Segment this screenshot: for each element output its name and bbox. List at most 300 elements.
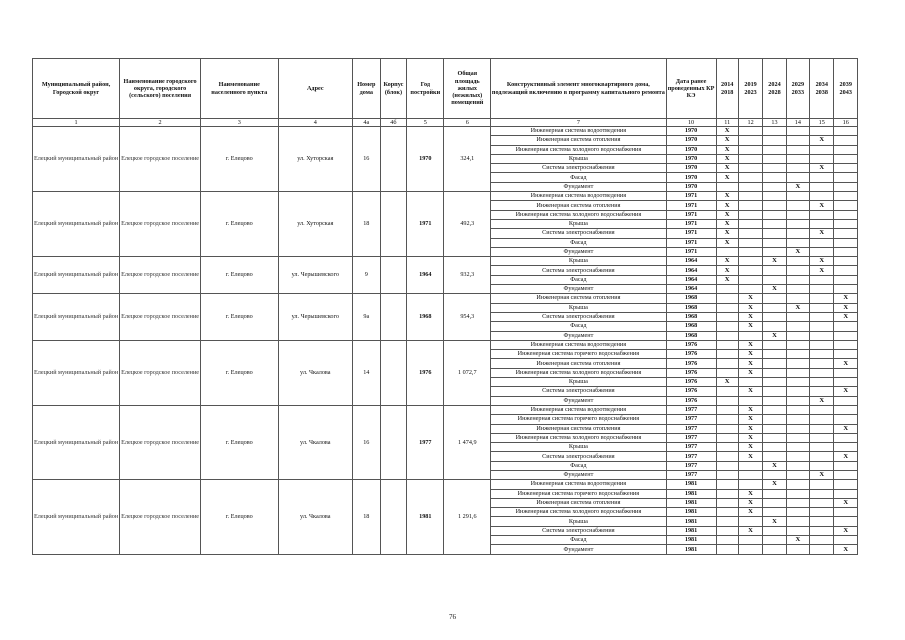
- house-number-cell: 9: [352, 257, 380, 294]
- settlement-cell: Елецкое городское поселение: [120, 405, 201, 479]
- prior-repair-date-cell: 1968: [666, 331, 716, 340]
- period-mark-cell: [834, 238, 858, 247]
- prior-repair-date-cell: 1971: [666, 247, 716, 256]
- header-period-3: 2024 2028: [763, 59, 786, 119]
- street-cell: ул. Чкалова: [278, 480, 352, 554]
- period-mark-cell: X: [716, 266, 738, 275]
- period-mark-cell: X: [810, 136, 834, 145]
- element-name-cell: Инженерная система отопления: [491, 201, 666, 210]
- period-mark-cell: [786, 145, 809, 154]
- prior-repair-date-cell: 1981: [666, 536, 716, 545]
- header-prior-repair-date: Дата ранее проведенных КР КЭ: [666, 59, 716, 119]
- period-mark-cell: [834, 517, 858, 526]
- locality-cell: г. Елецово: [200, 480, 278, 554]
- period-mark-cell: [716, 517, 738, 526]
- prior-repair-date-cell: 1976: [666, 387, 716, 396]
- area-cell: 932,3: [444, 257, 491, 294]
- period-mark-cell: [716, 303, 738, 312]
- area-cell: 324,1: [444, 127, 491, 192]
- period-mark-cell: [786, 201, 809, 210]
- period-mark-cell: [738, 470, 762, 479]
- prior-repair-date-cell: 1981: [666, 545, 716, 554]
- block-cell: [380, 257, 407, 294]
- period-mark-cell: [763, 424, 786, 433]
- element-name-cell: Фасад: [491, 461, 666, 470]
- period-mark-cell: [763, 229, 786, 238]
- period-mark-cell: [738, 154, 762, 163]
- period-mark-cell: [786, 433, 809, 442]
- period-mark-cell: [786, 517, 809, 526]
- period-mark-cell: [716, 433, 738, 442]
- period-mark-cell: [786, 285, 809, 294]
- period-mark-cell: [810, 461, 834, 470]
- period-mark-cell: X: [738, 387, 762, 396]
- period-mark-cell: [716, 331, 738, 340]
- column-number-row: [33, 119, 858, 127]
- prior-repair-date-cell: 1968: [666, 303, 716, 312]
- period-mark-cell: [763, 312, 786, 321]
- area-cell: 1 291,6: [444, 480, 491, 554]
- block-cell: [380, 480, 407, 554]
- element-name-cell: Фасад: [491, 322, 666, 331]
- period-mark-cell: [810, 405, 834, 414]
- header-area: Общая площадь жилых (нежилых) помещений: [444, 59, 491, 119]
- prior-repair-date-cell: 1977: [666, 415, 716, 424]
- period-mark-cell: [786, 387, 809, 396]
- period-mark-cell: X: [810, 164, 834, 173]
- period-mark-cell: [786, 229, 809, 238]
- element-name-cell: Фасад: [491, 275, 666, 284]
- period-mark-cell: [786, 368, 809, 377]
- period-mark-cell: X: [716, 145, 738, 154]
- period-mark-cell: [810, 173, 834, 182]
- prior-repair-date-cell: 1977: [666, 443, 716, 452]
- period-mark-cell: [810, 182, 834, 191]
- period-mark-cell: [786, 415, 809, 424]
- period-mark-cell: [834, 127, 858, 136]
- period-mark-cell: [786, 545, 809, 554]
- period-mark-cell: X: [716, 238, 738, 247]
- column-number: 5: [407, 119, 444, 127]
- period-mark-cell: [716, 405, 738, 414]
- table-row: [33, 127, 858, 136]
- period-mark-cell: [786, 164, 809, 173]
- prior-repair-date-cell: 1970: [666, 182, 716, 191]
- period-mark-cell: [834, 470, 858, 479]
- header-address: Адрес: [278, 59, 352, 119]
- period-mark-cell: X: [810, 201, 834, 210]
- period-mark-cell: [786, 396, 809, 405]
- period-mark-cell: X: [834, 312, 858, 321]
- district-cell: Елецкий муниципальный район: [33, 257, 120, 294]
- period-mark-cell: X: [810, 396, 834, 405]
- period-mark-cell: [786, 350, 809, 359]
- element-name-cell: Фасад: [491, 173, 666, 182]
- period-mark-cell: [763, 173, 786, 182]
- prior-repair-date-cell: 1977: [666, 433, 716, 442]
- period-mark-cell: [763, 498, 786, 507]
- period-mark-cell: [716, 294, 738, 303]
- year-cell: 1981: [407, 480, 444, 554]
- area-cell: 1 474,9: [444, 405, 491, 479]
- period-mark-cell: [834, 536, 858, 545]
- element-name-cell: Инженерная система отопления: [491, 359, 666, 368]
- period-mark-cell: [763, 415, 786, 424]
- prior-repair-date-cell: 1970: [666, 127, 716, 136]
- period-mark-cell: [786, 219, 809, 228]
- locality-cell: г. Елецово: [200, 192, 278, 257]
- period-mark-cell: [810, 359, 834, 368]
- period-mark-cell: [716, 480, 738, 489]
- period-mark-cell: [810, 498, 834, 507]
- period-mark-cell: [834, 480, 858, 489]
- period-mark-cell: [786, 173, 809, 182]
- prior-repair-date-cell: 1970: [666, 136, 716, 145]
- period-mark-cell: [810, 322, 834, 331]
- element-name-cell: Крыша: [491, 378, 666, 387]
- period-mark-cell: [786, 461, 809, 470]
- period-mark-cell: X: [763, 285, 786, 294]
- period-mark-cell: [810, 303, 834, 312]
- year-cell: 1968: [407, 294, 444, 340]
- element-name-cell: Система электроснабжения: [491, 229, 666, 238]
- header-block: Корпус (блок): [380, 59, 407, 119]
- period-mark-cell: X: [716, 127, 738, 136]
- prior-repair-date-cell: 1968: [666, 322, 716, 331]
- period-mark-cell: [763, 192, 786, 201]
- period-mark-cell: [763, 275, 786, 284]
- period-mark-cell: [810, 350, 834, 359]
- element-name-cell: Система электроснабжения: [491, 387, 666, 396]
- period-mark-cell: [763, 127, 786, 136]
- period-mark-cell: [763, 387, 786, 396]
- period-mark-cell: X: [810, 470, 834, 479]
- period-mark-cell: [834, 173, 858, 182]
- period-mark-cell: [834, 433, 858, 442]
- settlement-cell: Елецкое городское поселение: [120, 192, 201, 257]
- period-mark-cell: [834, 247, 858, 256]
- period-mark-cell: [716, 340, 738, 349]
- prior-repair-date-cell: 1977: [666, 470, 716, 479]
- house-number-cell: 9а: [352, 294, 380, 340]
- period-mark-cell: [786, 443, 809, 452]
- period-mark-cell: X: [738, 359, 762, 368]
- period-mark-cell: [716, 359, 738, 368]
- table-body: [33, 127, 858, 555]
- period-mark-cell: [786, 452, 809, 461]
- column-number: 15: [810, 119, 834, 127]
- element-name-cell: Инженерная система отопления: [491, 498, 666, 507]
- period-mark-cell: [834, 229, 858, 238]
- element-name-cell: Фундамент: [491, 182, 666, 191]
- header-period-4: 2029 2033: [786, 59, 809, 119]
- period-mark-cell: X: [738, 312, 762, 321]
- header-row: [33, 59, 858, 119]
- element-name-cell: Инженерная система горячего водоснабжения: [491, 350, 666, 359]
- period-mark-cell: [763, 470, 786, 479]
- period-mark-cell: [738, 145, 762, 154]
- period-mark-cell: [834, 322, 858, 331]
- element-name-cell: Инженерная система холодного водоснабжения: [491, 145, 666, 154]
- period-mark-cell: X: [810, 229, 834, 238]
- period-mark-cell: [763, 340, 786, 349]
- table-row: [33, 192, 858, 201]
- prior-repair-date-cell: 1971: [666, 238, 716, 247]
- period-mark-cell: [763, 350, 786, 359]
- period-mark-cell: [716, 461, 738, 470]
- element-name-cell: Крыша: [491, 154, 666, 163]
- period-mark-cell: [834, 331, 858, 340]
- period-mark-cell: [834, 154, 858, 163]
- element-name-cell: Система электроснабжения: [491, 526, 666, 535]
- period-mark-cell: [763, 405, 786, 414]
- element-name-cell: Фундамент: [491, 545, 666, 554]
- element-name-cell: Фундамент: [491, 396, 666, 405]
- element-name-cell: Инженерная система холодного водоснабжения: [491, 368, 666, 377]
- period-mark-cell: [786, 331, 809, 340]
- period-mark-cell: X: [834, 303, 858, 312]
- street-cell: ул. Хуторская: [278, 192, 352, 257]
- block-cell: [380, 405, 407, 479]
- capital-repair-table: [32, 58, 858, 555]
- element-name-cell: Инженерная система холодного водоснабжения: [491, 508, 666, 517]
- period-mark-cell: [738, 396, 762, 405]
- period-mark-cell: X: [716, 136, 738, 145]
- prior-repair-date-cell: 1968: [666, 294, 716, 303]
- block-cell: [380, 294, 407, 340]
- element-name-cell: Инженерная система отопления: [491, 424, 666, 433]
- period-mark-cell: [738, 536, 762, 545]
- period-mark-cell: [834, 340, 858, 349]
- period-mark-cell: [834, 219, 858, 228]
- period-mark-cell: [738, 238, 762, 247]
- period-mark-cell: [763, 145, 786, 154]
- column-number: 14: [786, 119, 809, 127]
- period-mark-cell: [763, 545, 786, 554]
- header-district: Муниципальный район, Городской округ: [33, 59, 120, 119]
- period-mark-cell: [716, 443, 738, 452]
- period-mark-cell: [716, 489, 738, 498]
- period-mark-cell: [810, 545, 834, 554]
- period-mark-cell: X: [738, 340, 762, 349]
- prior-repair-date-cell: 1971: [666, 219, 716, 228]
- period-mark-cell: [763, 443, 786, 452]
- period-mark-cell: X: [716, 164, 738, 173]
- element-name-cell: Крыша: [491, 303, 666, 312]
- district-cell: Елецкий муниципальный район: [33, 294, 120, 340]
- period-mark-cell: [786, 266, 809, 275]
- period-mark-cell: [716, 526, 738, 535]
- period-mark-cell: X: [738, 368, 762, 377]
- prior-repair-date-cell: 1981: [666, 517, 716, 526]
- period-mark-cell: [834, 182, 858, 191]
- period-mark-cell: [786, 192, 809, 201]
- period-mark-cell: [834, 489, 858, 498]
- element-name-cell: Инженерная система водоотведения: [491, 340, 666, 349]
- column-number: 11: [716, 119, 738, 127]
- period-mark-cell: X: [738, 433, 762, 442]
- column-number: 4: [278, 119, 352, 127]
- period-mark-cell: [763, 322, 786, 331]
- period-mark-cell: [738, 247, 762, 256]
- prior-repair-date-cell: 1971: [666, 192, 716, 201]
- table-row: [33, 294, 858, 303]
- period-mark-cell: [786, 480, 809, 489]
- period-mark-cell: [810, 331, 834, 340]
- period-mark-cell: [738, 201, 762, 210]
- street-cell: ул. Черышевского: [278, 257, 352, 294]
- period-mark-cell: [738, 257, 762, 266]
- header-period-1: 2014 2018: [716, 59, 738, 119]
- period-mark-cell: [738, 275, 762, 284]
- period-mark-cell: X: [738, 452, 762, 461]
- element-name-cell: Инженерная система отопления: [491, 294, 666, 303]
- period-mark-cell: [834, 164, 858, 173]
- period-mark-cell: [716, 545, 738, 554]
- year-cell: 1971: [407, 192, 444, 257]
- column-number: 6: [444, 119, 491, 127]
- prior-repair-date-cell: 1971: [666, 201, 716, 210]
- prior-repair-date-cell: 1981: [666, 526, 716, 535]
- house-number-cell: 18: [352, 480, 380, 554]
- period-mark-cell: [716, 350, 738, 359]
- period-mark-cell: X: [738, 443, 762, 452]
- period-mark-cell: [716, 415, 738, 424]
- period-mark-cell: [810, 368, 834, 377]
- period-mark-cell: X: [834, 359, 858, 368]
- period-mark-cell: [738, 331, 762, 340]
- period-mark-cell: X: [716, 201, 738, 210]
- period-mark-cell: [786, 210, 809, 219]
- period-mark-cell: [786, 526, 809, 535]
- period-mark-cell: [763, 266, 786, 275]
- period-mark-cell: [834, 145, 858, 154]
- period-mark-cell: [763, 154, 786, 163]
- period-mark-cell: X: [763, 257, 786, 266]
- period-mark-cell: X: [834, 387, 858, 396]
- period-mark-cell: X: [786, 182, 809, 191]
- column-number: 7: [491, 119, 666, 127]
- period-mark-cell: [763, 303, 786, 312]
- settlement-cell: Елецкое городское поселение: [120, 294, 201, 340]
- period-mark-cell: [834, 415, 858, 424]
- period-mark-cell: [786, 340, 809, 349]
- prior-repair-date-cell: 1977: [666, 461, 716, 470]
- period-mark-cell: [810, 415, 834, 424]
- period-mark-cell: X: [763, 331, 786, 340]
- period-mark-cell: [763, 294, 786, 303]
- period-mark-cell: [716, 368, 738, 377]
- period-mark-cell: X: [738, 303, 762, 312]
- period-mark-cell: [763, 368, 786, 377]
- period-mark-cell: [786, 154, 809, 163]
- prior-repair-date-cell: 1976: [666, 368, 716, 377]
- period-mark-cell: X: [738, 508, 762, 517]
- column-number: 3: [200, 119, 278, 127]
- period-mark-cell: X: [716, 229, 738, 238]
- area-cell: 1 072,7: [444, 340, 491, 405]
- prior-repair-date-cell: 1981: [666, 480, 716, 489]
- period-mark-cell: X: [810, 266, 834, 275]
- district-cell: Елецкий муниципальный район: [33, 480, 120, 554]
- period-mark-cell: [786, 312, 809, 321]
- element-name-cell: Фасад: [491, 536, 666, 545]
- period-mark-cell: X: [738, 498, 762, 507]
- year-cell: 1970: [407, 127, 444, 192]
- header-period-2: 2019 2023: [738, 59, 762, 119]
- period-mark-cell: X: [834, 545, 858, 554]
- period-mark-cell: X: [716, 219, 738, 228]
- column-number: 4б: [380, 119, 407, 127]
- period-mark-cell: [763, 359, 786, 368]
- period-mark-cell: [738, 266, 762, 275]
- period-mark-cell: X: [738, 526, 762, 535]
- area-cell: 492,3: [444, 192, 491, 257]
- period-mark-cell: [834, 378, 858, 387]
- prior-repair-date-cell: 1976: [666, 378, 716, 387]
- period-mark-cell: [716, 396, 738, 405]
- period-mark-cell: X: [834, 498, 858, 507]
- period-mark-cell: X: [834, 452, 858, 461]
- column-number: 12: [738, 119, 762, 127]
- prior-repair-date-cell: 1976: [666, 396, 716, 405]
- period-mark-cell: [786, 508, 809, 517]
- period-mark-cell: [810, 192, 834, 201]
- period-mark-cell: [786, 136, 809, 145]
- period-mark-cell: [810, 127, 834, 136]
- year-cell: 1977: [407, 405, 444, 479]
- district-cell: Елецкий муниципальный район: [33, 340, 120, 405]
- period-mark-cell: [786, 257, 809, 266]
- period-mark-cell: [763, 219, 786, 228]
- table-row: [33, 257, 858, 266]
- period-mark-cell: [834, 201, 858, 210]
- prior-repair-date-cell: 1981: [666, 508, 716, 517]
- period-mark-cell: [786, 470, 809, 479]
- element-name-cell: Система электроснабжения: [491, 452, 666, 461]
- period-mark-cell: [763, 136, 786, 145]
- element-name-cell: Инженерная система водоотведения: [491, 480, 666, 489]
- prior-repair-date-cell: 1964: [666, 257, 716, 266]
- column-number: 1: [33, 119, 120, 127]
- area-cell: 954,3: [444, 294, 491, 340]
- period-mark-cell: [786, 405, 809, 414]
- period-mark-cell: [810, 238, 834, 247]
- period-mark-cell: [810, 294, 834, 303]
- period-mark-cell: [834, 405, 858, 414]
- period-mark-cell: X: [763, 517, 786, 526]
- prior-repair-date-cell: 1971: [666, 210, 716, 219]
- street-cell: ул. Чкалова: [278, 340, 352, 405]
- period-mark-cell: [738, 192, 762, 201]
- period-mark-cell: X: [716, 154, 738, 163]
- period-mark-cell: [763, 238, 786, 247]
- element-name-cell: Фундамент: [491, 470, 666, 479]
- element-name-cell: Инженерная система водоотведения: [491, 405, 666, 414]
- period-mark-cell: X: [763, 480, 786, 489]
- period-mark-cell: [716, 536, 738, 545]
- period-mark-cell: [834, 136, 858, 145]
- year-cell: 1976: [407, 340, 444, 405]
- period-mark-cell: X: [738, 415, 762, 424]
- period-mark-cell: [763, 210, 786, 219]
- period-mark-cell: [763, 396, 786, 405]
- table-row: [33, 340, 858, 349]
- prior-repair-date-cell: 1977: [666, 424, 716, 433]
- element-name-cell: Инженерная система водоотведения: [491, 127, 666, 136]
- period-mark-cell: [834, 443, 858, 452]
- period-mark-cell: X: [738, 424, 762, 433]
